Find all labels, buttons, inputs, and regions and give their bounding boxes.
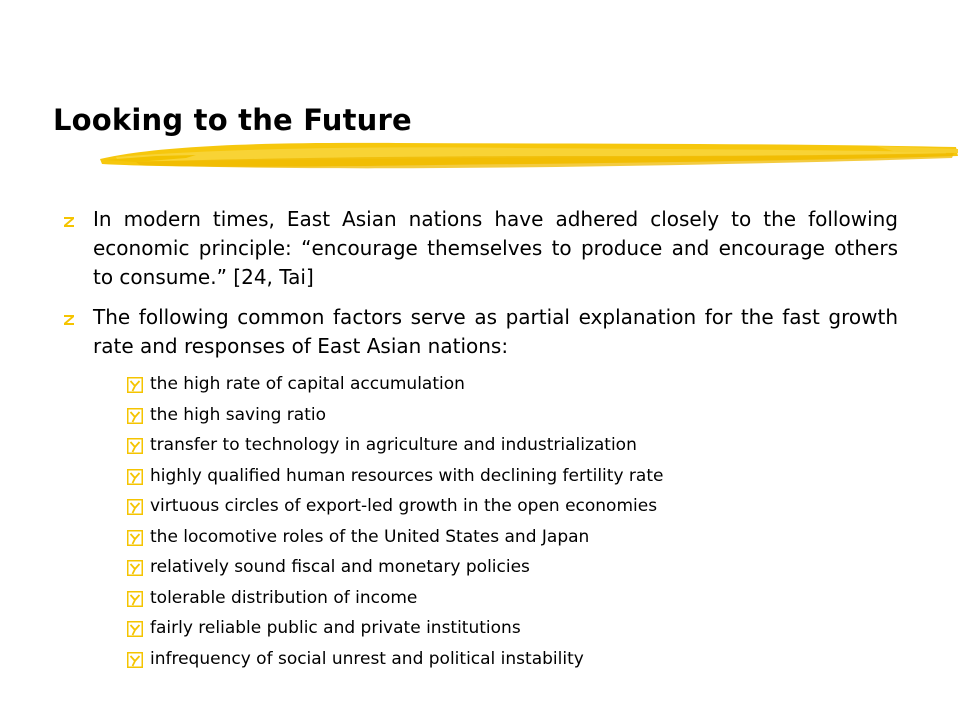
sub-bullet-text: the locomotive roles of the United States and Japan: [150, 526, 590, 547]
bullet-y-box-icon: [127, 621, 143, 637]
bullet-z-icon: [62, 311, 76, 327]
slide-title: Looking to the Future: [53, 103, 412, 137]
sub-bullet-text: the high rate of capital accumulation: [150, 374, 465, 394]
bullet-z-icon: [62, 213, 76, 229]
sub-bullet-text: fairly reliable public and private institutions: [150, 618, 521, 638]
bullet-y-box-icon: [127, 408, 143, 424]
sub-list-item: [108, 644, 908, 675]
sub-bullet-text: the high saving ratio: [150, 404, 326, 425]
sub-bullet-text: infrequency of social unrest and political instability: [150, 648, 584, 669]
bullet-y-box-icon: [127, 591, 143, 607]
bullet-text: In modern times, East Asian nations have adhered closely to the following economic principle: “encourage themselves to produce and encourage others to consume.” [24, Tai]: [93, 207, 898, 289]
sub-bullet-text: virtuous circles of export-led growth in the open economies: [150, 496, 658, 516]
sub-bullet-text: highly qualified human resources with declining fertility rate: [150, 465, 664, 486]
bullet-y-box-icon: [127, 530, 143, 546]
bullet-y-box-icon: [127, 469, 143, 485]
sub-list-item: [108, 461, 908, 492]
sub-list-item: [108, 430, 908, 461]
sub-list-item: [108, 613, 908, 644]
list-item: [62, 205, 898, 292]
brush-stroke-divider: [96, 134, 960, 176]
sub-list-item: [108, 522, 908, 553]
sub-bullet-list: [108, 369, 908, 674]
sub-list-item: [108, 552, 908, 583]
sub-bullet-text: transfer to technology in agriculture and industrialization: [150, 435, 637, 455]
sub-list-item: [108, 400, 908, 431]
sub-list-item: [108, 491, 908, 522]
bullet-y-box-icon: [127, 377, 143, 393]
sub-bullet-text: relatively sound fiscal and monetary policies: [150, 557, 530, 577]
bullet-y-box-icon: [127, 652, 143, 668]
sub-list-item: [108, 369, 908, 400]
bullet-y-box-icon: [127, 560, 143, 576]
bullet-y-box-icon: [127, 499, 143, 515]
bullet-list: [62, 205, 898, 685]
bullet-y-box-icon: [127, 438, 143, 454]
list-item: [62, 303, 898, 674]
bullet-text: The following common factors serve as partial explanation for the fast growth rate and responses of East Asian nations:: [93, 305, 898, 358]
sub-bullet-text: tolerable distribution of income: [150, 587, 418, 608]
sub-list-item: [108, 583, 908, 614]
